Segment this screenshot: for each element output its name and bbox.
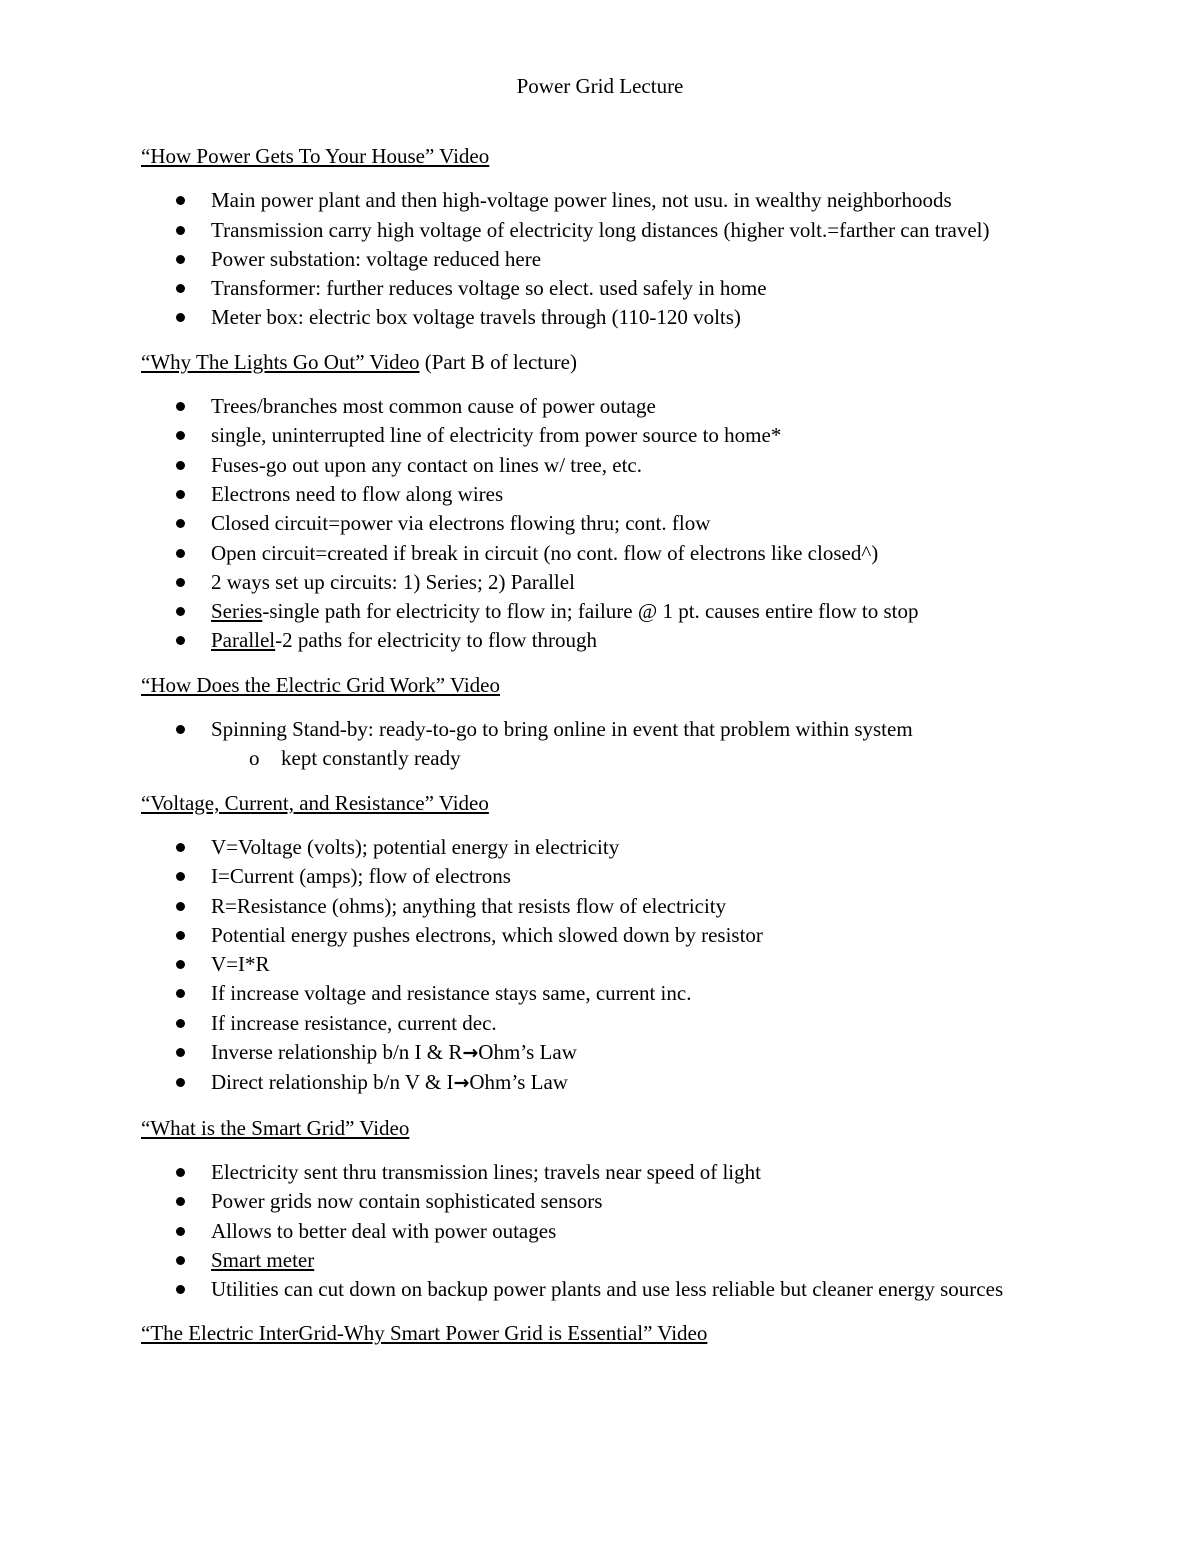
section-heading: “The Electric InterGrid-Why Smart Power Grid is Essential” Video [141, 1321, 708, 1346]
list-item: Electrons need to flow along wires [141, 480, 1061, 509]
list-item: Closed circuit=power via electrons flowing thru; cont. flow [141, 509, 1061, 538]
bullet-icon [176, 284, 185, 293]
section-why-the-lights-go-out [141, 348, 1061, 656]
section-how-does-the-electric-grid-work [141, 671, 1061, 774]
list-item: Spinning Stand-by: ready-to-go to bring online in event that problem within system o kept constantly ready [141, 715, 1061, 774]
list-item: V=Voltage (volts); potential energy in electricity [141, 833, 1061, 862]
sub-list [211, 744, 1061, 773]
bullet-icon [176, 1019, 185, 1028]
list-item-parallel: Parallel-2 paths for electricity to flow through [141, 626, 1061, 655]
section-how-power-gets-to-your-house [141, 142, 1061, 333]
bullet-icon [176, 402, 185, 411]
bullet-list [141, 1158, 1061, 1304]
bullet-icon [176, 549, 185, 558]
list-item: Power grids now contain sophisticated sensors [141, 1187, 1061, 1216]
bullet-icon [176, 725, 185, 734]
bullet-icon [176, 1227, 185, 1236]
bullet-icon [176, 1168, 185, 1177]
bullet-icon [176, 196, 185, 205]
list-item-series: Series-single path for electricity to flow in; failure @ 1 pt. causes entire flow to stop [141, 597, 1061, 626]
list-item-smart-meter: Smart meter [141, 1246, 1061, 1275]
lecture-notes [141, 142, 1061, 1364]
list-item: Electricity sent thru transmission lines; travels near speed of light [141, 1158, 1061, 1187]
list-item: Power substation: voltage reduced here [141, 245, 1061, 274]
list-item: V=I*R [141, 950, 1061, 979]
list-item: I=Current (amps); flow of electrons [141, 862, 1061, 891]
bullet-icon [176, 931, 185, 940]
bullet-list [141, 833, 1061, 1099]
list-item: Trees/branches most common cause of power outage [141, 392, 1061, 421]
list-item: Open circuit=created if break in circuit (no cont. flow of electrons like closed^) [141, 539, 1061, 568]
bullet-icon [176, 1256, 185, 1265]
bullet-icon [176, 607, 185, 616]
list-item: If increase voltage and resistance stays same, current inc. [141, 979, 1061, 1008]
sub-bullet-icon: o [249, 746, 260, 771]
series-term: Series [211, 599, 263, 624]
bullet-icon [176, 1197, 185, 1206]
list-item: single, uninterrupted line of electricity from power source to home* [141, 421, 1061, 450]
section-heading: “Voltage, Current, and Resistance” Video [141, 790, 489, 815]
section-heading: “Why The Lights Go Out” Video (Part B of lecture) [141, 349, 577, 374]
bullet-icon [176, 960, 185, 969]
list-item: Utilities can cut down on backup power plants and use less reliable but cleaner energy sources [141, 1275, 1061, 1304]
bullet-icon [176, 843, 185, 852]
section-heading: “What is the Smart Grid” Video [141, 1115, 410, 1140]
list-item: R=Resistance (ohms); anything that resists flow of electricity [141, 892, 1061, 921]
bullet-list [141, 392, 1061, 656]
bullet-list [141, 715, 1061, 774]
bullet-icon [176, 1285, 185, 1294]
bullet-icon [176, 461, 185, 470]
page-title: Power Grid Lecture [516, 74, 684, 98]
bullet-icon [176, 1078, 185, 1087]
bullet-icon [176, 431, 185, 440]
list-item-inverse: Inverse relationship b/n I & R→Ohm’s Law [141, 1038, 1061, 1068]
list-item: Transmission carry high voltage of electricity long distances (higher volt.=farther can travel) [141, 216, 1061, 245]
bullet-icon [176, 989, 185, 998]
bullet-icon [176, 902, 185, 911]
bullet-icon [176, 578, 185, 587]
section-heading: “How Does the Electric Grid Work” Video [141, 672, 500, 697]
section-heading: “How Power Gets To Your House” Video [141, 144, 490, 168]
list-item: If increase resistance, current dec. [141, 1009, 1061, 1038]
arrow-right-icon: → [462, 1042, 479, 1065]
section-electric-intergrid [141, 1319, 1061, 1348]
bullet-icon [176, 1048, 185, 1057]
bullet-list [141, 186, 1061, 332]
bullet-icon [176, 313, 185, 322]
section-what-is-the-smart-grid [141, 1114, 1061, 1305]
parallel-term: Parallel [211, 628, 276, 653]
list-item: Allows to better deal with power outages [141, 1217, 1061, 1246]
list-item-direct: Direct relationship b/n V & I→Ohm’s Law [141, 1068, 1061, 1098]
list-item: Main power plant and then high-voltage power lines, not usu. in wealthy neighborhoods [141, 186, 1061, 215]
bullet-icon [176, 636, 185, 645]
bullet-icon [176, 226, 185, 235]
bullet-icon [176, 490, 185, 499]
bullet-icon [176, 872, 185, 881]
sub-list-item: o kept constantly ready [211, 744, 1061, 773]
bullet-icon [176, 255, 185, 264]
list-item: 2 ways set up circuits: 1) Series; 2) Parallel [141, 568, 1061, 597]
list-item: Potential energy pushes electrons, which slowed down by resistor [141, 921, 1061, 950]
arrow-right-icon: → [453, 1072, 470, 1095]
bullet-icon [176, 519, 185, 528]
list-item: Transformer: further reduces voltage so elect. used safely in home [141, 274, 1061, 303]
section-voltage-current-resistance [141, 789, 1061, 1099]
list-item: Meter box: electric box voltage travels through (110-120 volts) [141, 303, 1061, 332]
list-item: Fuses-go out upon any contact on lines w/ tree, etc. [141, 451, 1061, 480]
